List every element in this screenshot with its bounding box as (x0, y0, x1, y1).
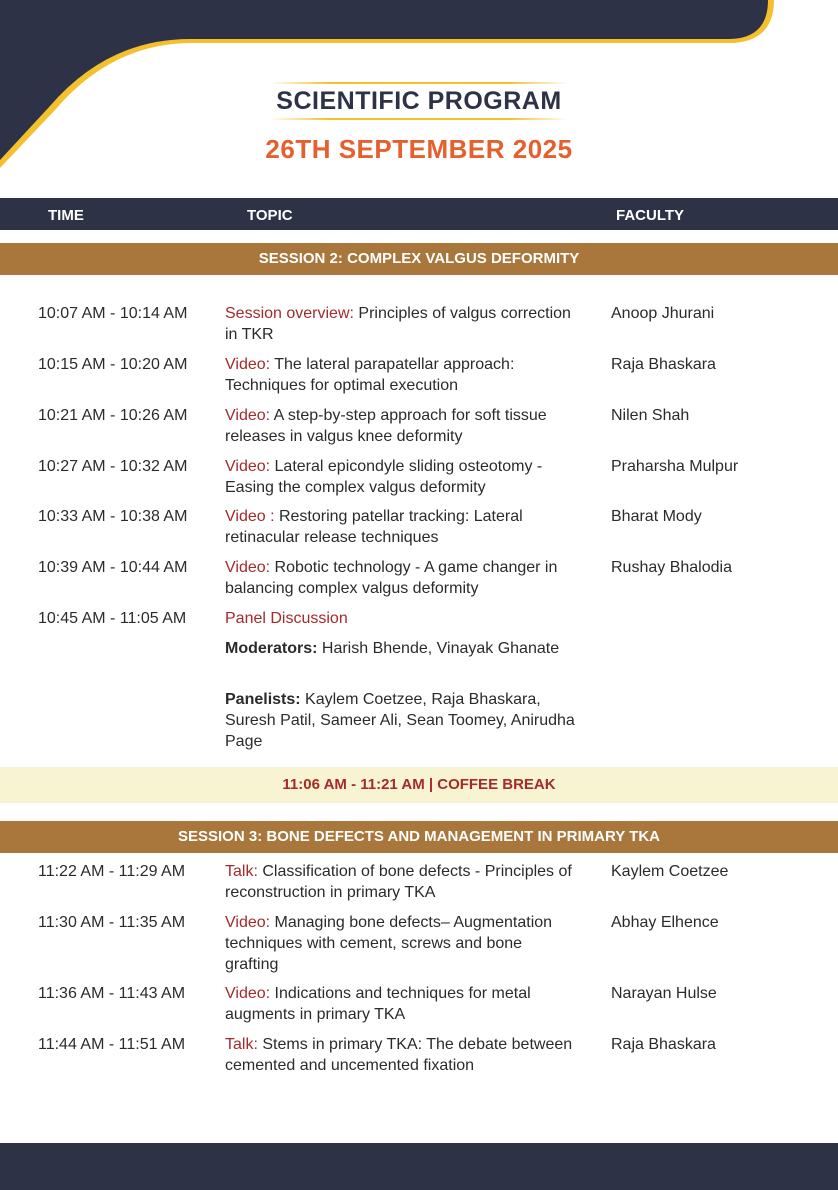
topic-text: Principles of valgus correction in TKR (225, 305, 571, 343)
topic-type: Video: (225, 914, 271, 931)
row-time: 11:30 AM - 11:35 AM (38, 914, 186, 931)
row-time: 11:36 AM - 11:43 AM (38, 985, 186, 1002)
column-header-topic: TOPIC (247, 207, 293, 224)
row-topic (225, 912, 575, 975)
row-faculty: Anoop Jhurani (611, 305, 715, 322)
row-time: 10:33 AM - 10:38 AM (38, 508, 188, 525)
topic-type: Talk: (225, 863, 258, 880)
panel-moderators (225, 638, 575, 659)
topic-text: Robotic technology - A game changer in balancing complex valgus deformity (225, 559, 558, 597)
program-date: 26TH SEPTEMBER 2025 (265, 134, 573, 164)
topic-text: Restoring patellar tracking: Lateral retinacular release techniques (225, 508, 523, 546)
row-topic (225, 303, 575, 345)
panelists-label: Panelists: (225, 691, 301, 708)
row-time: 10:07 AM - 10:14 AM (38, 305, 188, 322)
topic-text: Indications and techniques for metal augments in primary TKA (225, 985, 531, 1023)
page-title: SCIENTIFIC PROGRAM (276, 87, 562, 115)
topic-text: Stems in primary TKA: The debate between cemented and uncemented fixation (225, 1036, 573, 1074)
row-time: 10:15 AM - 10:20 AM (38, 356, 188, 373)
session-3-header: SESSION 3: BONE DEFECTS AND MANAGEMENT IN PRIMARY TKA (0, 821, 838, 853)
topic-type: Talk: (225, 1036, 258, 1053)
row-time: 11:44 AM - 11:51 AM (38, 1036, 186, 1053)
topic-type: Video: (225, 559, 271, 576)
row-time: 10:39 AM - 10:44 AM (38, 559, 188, 576)
row-time: 10:45 AM - 11:05 AM (38, 610, 187, 627)
topic-type: Video: (225, 985, 271, 1002)
panelists-names: Kaylem Coetzee, Raja Bhaskara, Suresh Patil, Sameer Ali, Sean Toomey, Anirudha Page (225, 691, 575, 750)
row-faculty: Bharat Mody (611, 508, 702, 525)
row-topic (225, 983, 575, 1025)
column-header-bar (0, 198, 838, 230)
row-time: 10:27 AM - 10:32 AM (38, 458, 188, 475)
topic-text: Lateral epicondyle sliding osteotomy - Easing the complex valgus deformity (225, 458, 543, 496)
title-bottom-rule (269, 118, 569, 120)
row-faculty: Abhay Elhence (611, 914, 719, 931)
row-faculty: Raja Bhaskara (611, 356, 716, 373)
row-topic (225, 506, 575, 548)
topic-text: Managing bone defects– Augmentation techniques with cement, screws and bone grafting (225, 914, 553, 973)
topic-text: A step-by-step approach for soft tissue releases in valgus knee deformity (225, 407, 547, 445)
topic-text: The lateral parapatellar approach: Techniques for optimal execution (225, 356, 515, 394)
row-faculty: Rushay Bhalodia (611, 559, 732, 576)
row-faculty: Narayan Hulse (611, 985, 717, 1002)
coffee-break-bar: 11:06 AM - 11:21 AM | COFFEE BREAK (0, 767, 838, 803)
topic-type: Panel Discussion (225, 610, 348, 627)
row-topic (225, 456, 575, 498)
row-topic (225, 557, 575, 599)
topic-type: Video: (225, 458, 271, 475)
row-time: 11:22 AM - 11:29 AM (38, 863, 186, 880)
row-faculty: Kaylem Coetzee (611, 863, 729, 880)
column-header-faculty: FACULTY (616, 207, 685, 224)
row-topic (225, 861, 575, 903)
column-header-time: TIME (48, 207, 84, 224)
row-faculty: Raja Bhaskara (611, 1036, 716, 1053)
moderators-label: Moderators: (225, 640, 318, 657)
moderators-names: Harish Bhende, Vinayak Ghanate (317, 640, 560, 657)
footer-bar (0, 1143, 838, 1190)
program-title-block (0, 82, 838, 164)
topic-type: Video : (225, 508, 275, 525)
topic-type: Session overview: (225, 305, 354, 322)
row-topic (225, 354, 575, 396)
row-topic (225, 405, 575, 447)
row-topic (225, 608, 575, 629)
panel-panelists (225, 689, 575, 752)
session-2-header: SESSION 2: COMPLEX VALGUS DEFORMITY (0, 243, 838, 275)
topic-type: Video: (225, 356, 271, 373)
row-faculty: Nilen Shah (611, 407, 690, 424)
topic-text: Classification of bone defects - Principles of reconstruction in primary TKA (225, 863, 572, 901)
row-faculty: Praharsha Mulpur (611, 458, 739, 475)
row-topic (225, 1034, 575, 1076)
row-time: 10:21 AM - 10:26 AM (38, 407, 188, 424)
topic-type: Video: (225, 407, 271, 424)
